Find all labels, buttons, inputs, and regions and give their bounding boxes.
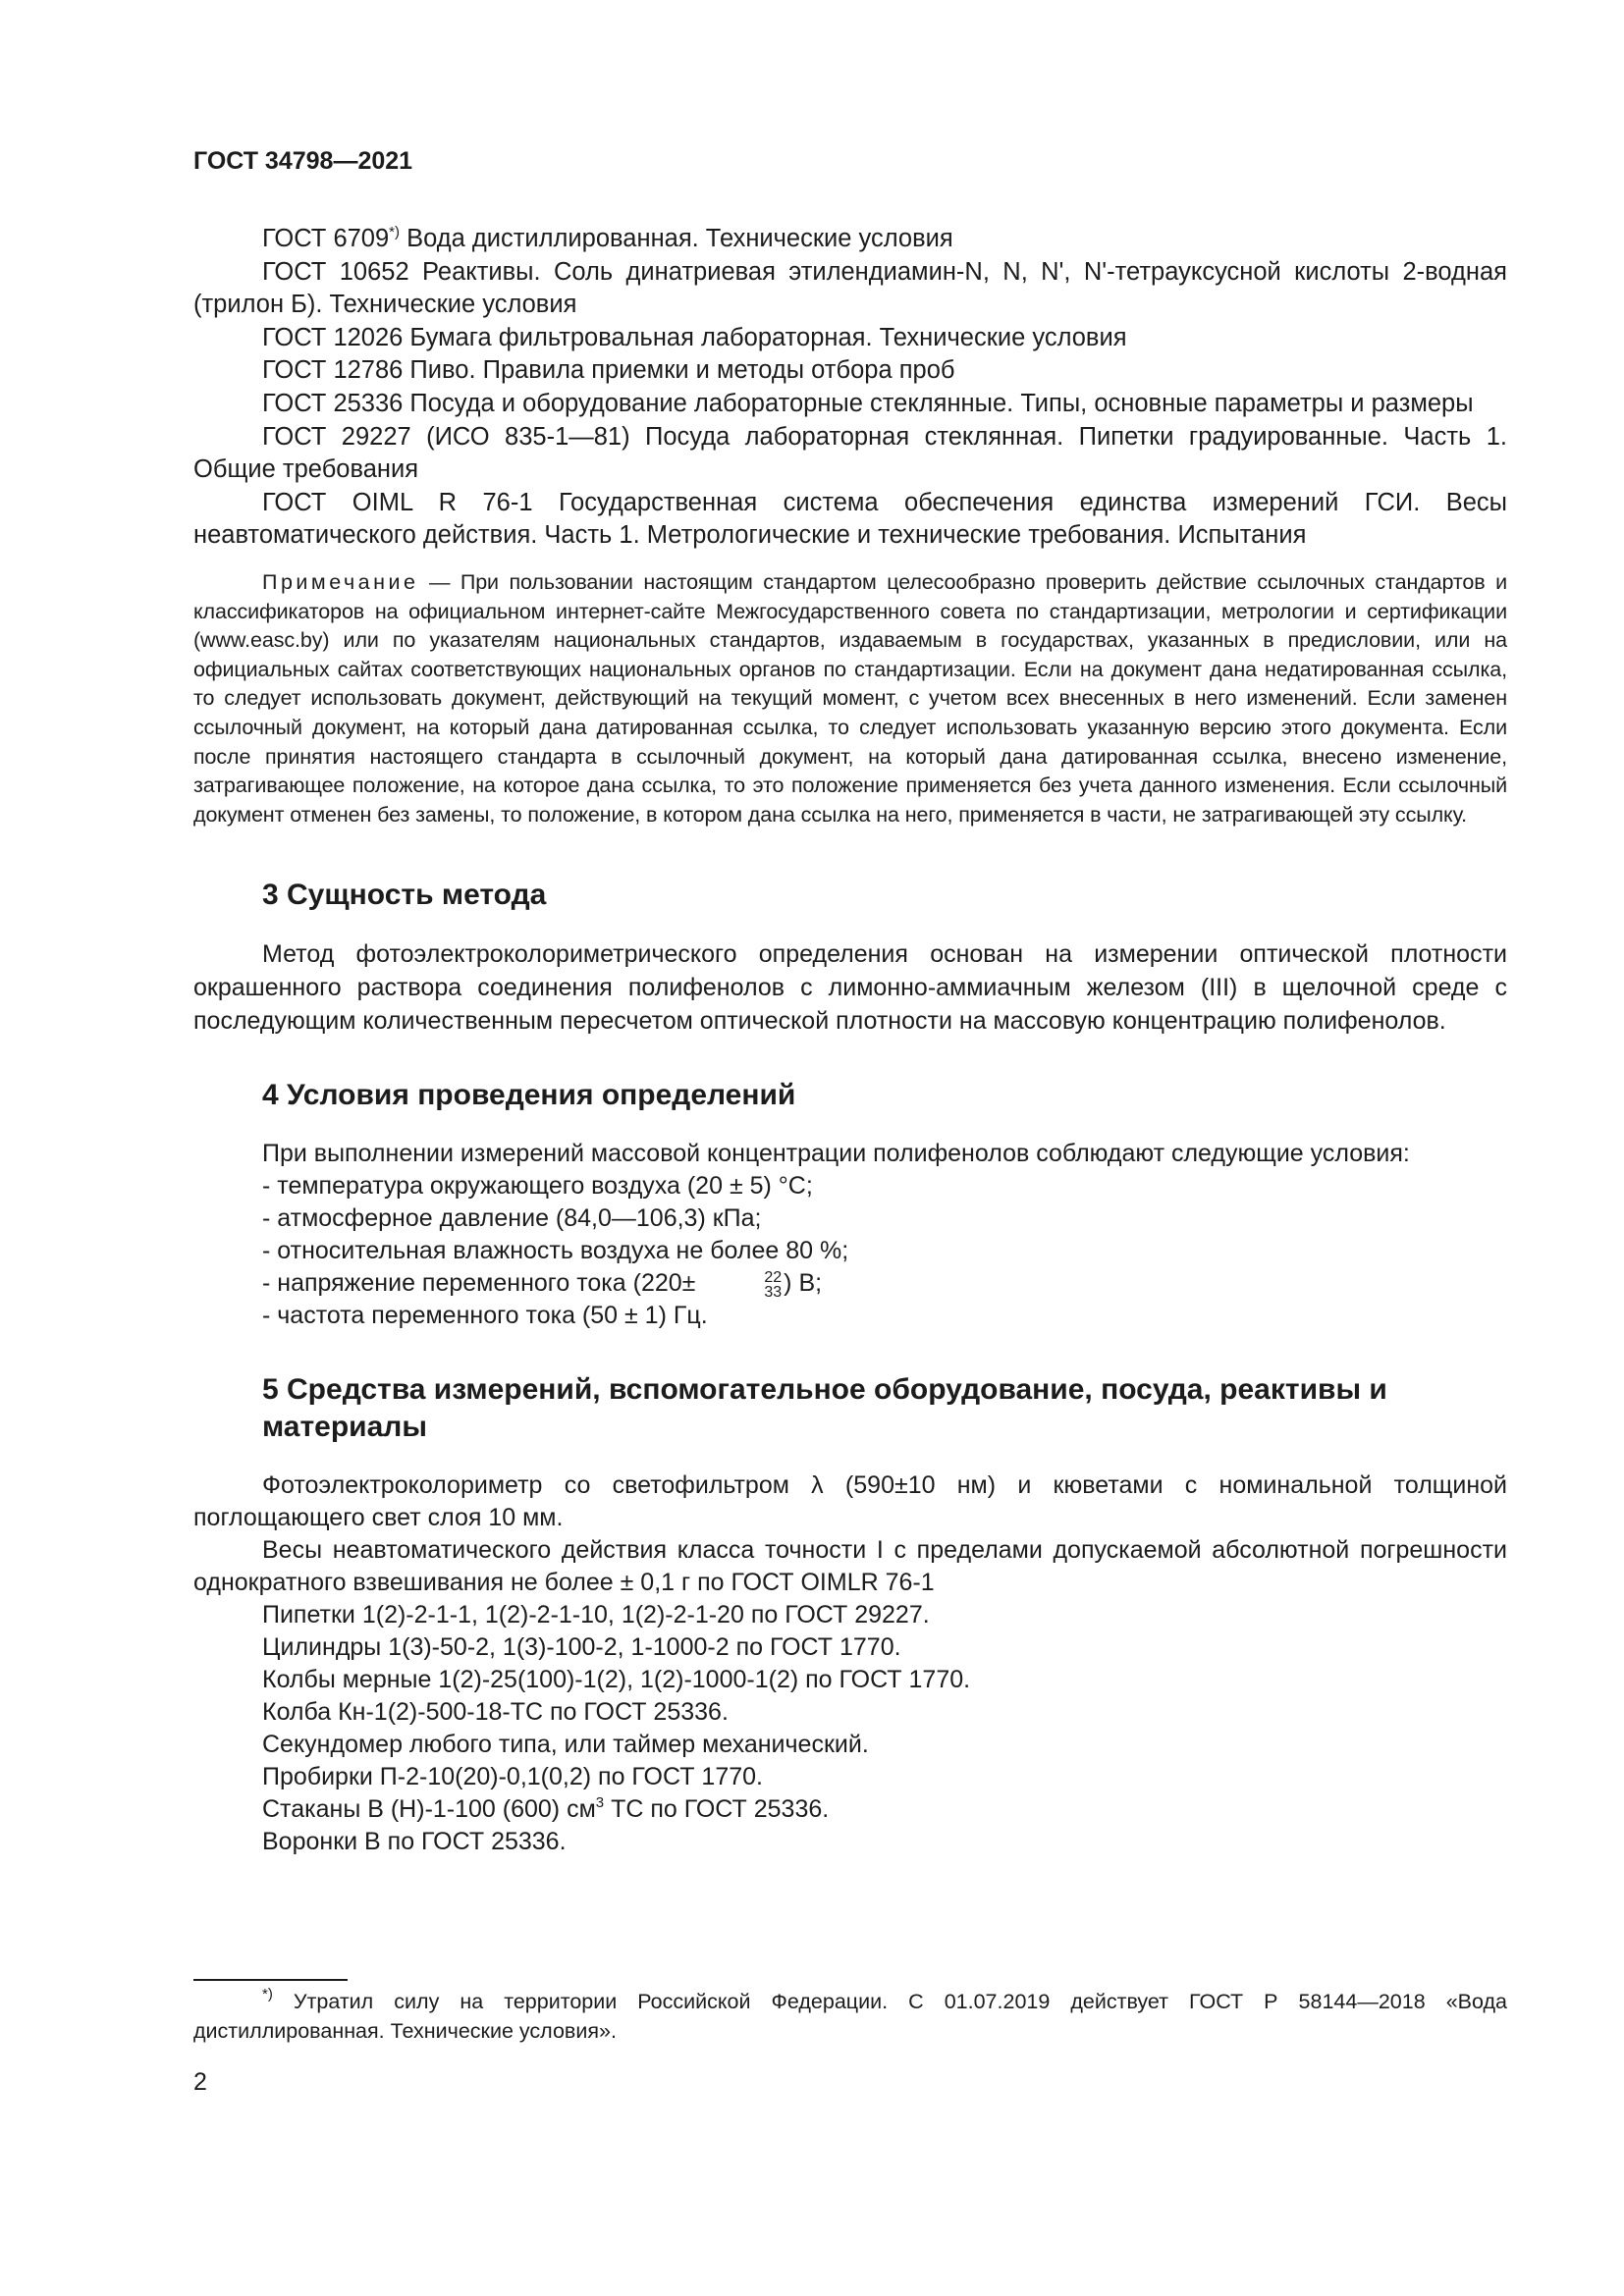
equipment-paragraph: Фотоэлектроколориметр со светофильтром λ (590±10 нм) и кюветами с номинальной толщиной поглощающего свет слоя 10 мм. <box>193 1471 1507 1532</box>
reference-text: Вода дистиллированная. Технические условия <box>400 225 953 252</box>
equipment-list <box>193 1469 1507 1858</box>
page-number: 2 <box>193 2068 207 2096</box>
footnote-marker: *) <box>262 1986 273 2002</box>
reference-item: ГОСТ OIML R 76-1 Государственная система обеспечения единства измерений ГСИ. Весы неавтоматического действия. Часть 1. Метрологические и технические требования. Испытания <box>193 488 1507 550</box>
condition-item: - относительная влажность воздуха не более 80 %; <box>262 1237 849 1265</box>
equipment-item: Пробирки П-2-10(20)-0,1(0,2) по ГОСТ 1770. <box>262 1763 763 1791</box>
section-4-heading: 4 Условия проведения определений <box>262 1079 796 1112</box>
reference-code: ГОСТ 6709 <box>262 225 390 252</box>
reference-item: ГОСТ 10652 Реактивы. Соль динатриевая этилендиамин-N, N, N', N'-тетрауксусной кислоты 2-водная (трилон Б). Технические условия <box>193 257 1507 319</box>
footnote-body: Утратил силу на территории Российской Федерации. С 01.07.2019 действует ГОСТ Р 58144—2018 «Вода дистиллированная. Технические условия». <box>193 1990 1507 2043</box>
conditions-list <box>193 1138 1507 1332</box>
voltage-prefix: - напряжение переменного тока (220± <box>262 1269 696 1298</box>
footnote-divider <box>193 1979 348 1981</box>
conditions-intro: При выполнении измерений массовой концентрации полифенолов соблюдают следующие условия: <box>262 1140 1410 1168</box>
beakers-prefix: Стаканы В (Н)-1-100 (600) см <box>262 1795 596 1824</box>
equipment-paragraph: Весы неавтоматического действия класса точности I с пределами допускаемой абсолютной погрешности однократного взвешивания не более ± 0,1 г по ГОСТ OIMLR 76-1 <box>193 1536 1507 1597</box>
footnote-text <box>193 1987 1507 2046</box>
reference-item: ГОСТ 12786 Пиво. Правила приемки и методы отбора проб <box>262 356 955 385</box>
reference-item <box>193 223 1507 256</box>
document-header: ГОСТ 34798—2021 <box>193 147 413 175</box>
equipment-item: Секундомер любого типа, или таймер механический. <box>262 1731 869 1759</box>
equipment-item: Цилиндры 1(3)-50-2, 1(3)-100-2, 1-1000-2 по ГОСТ 1770. <box>262 1633 901 1662</box>
condition-item: - температура окружающего воздуха (20 ± 5) °С; <box>262 1172 813 1201</box>
footnote-marker: *) <box>389 224 401 240</box>
equipment-item: Воронки В по ГОСТ 25336. <box>262 1828 567 1856</box>
main-content <box>193 223 1507 1858</box>
section-5-heading: 5 Средства измерений, вспомогательное оборудование, посуда, реактивы и материалы <box>262 1373 1387 1444</box>
condition-item: - атмосферное давление (84,0—106,3) кПа; <box>262 1204 762 1233</box>
condition-item: - частота переменного тока (50 ± 1) Гц. <box>262 1302 708 1330</box>
equipment-item-beakers <box>193 1793 1507 1826</box>
voltage-tolerance <box>695 1270 782 1300</box>
reference-item: ГОСТ 29227 (ИСО 835-1—81) Посуда лабораторная стеклянная. Пипетки градуированные. Часть 1. Общие требования <box>193 422 1507 484</box>
equipment-item: Пипетки 1(2)-2-1-1, 1(2)-2-1-10, 1(2)-2-1-20 по ГОСТ 29227. <box>262 1601 930 1629</box>
note-text: — При пользовании настоящим стандартом целесообразно проверить действие ссылочных стандартов и классификаторов на официальном интернет-сайте Межгосударственного совета по стандартизации, метрологии и сертификации (www.easc.by) или по указателям национальных стандартов, издаваемым в государствах, указанных в предисловии, или на официальных сайтах соответствующих национальных органов по стандартизации. Если на документ дана недатированная ссылка, то следует использовать документ, действующий на текущий момент, с учетом всех внесенных в него изменений. Если заменен ссылочный документ, на который дана датированная ссылка, то следует использовать указанную версию этого документа. Если после принятия настоящего стандарта в ссылочный документ, на который дана датированная ссылка, внесено изменение, затрагивающее положение, на которое дана ссылка, то это положение применяется без учета данного изменения. Если ссылочный документ отменен без замены, то положение, в котором дана ссылка на него, применяется в части, не затрагивающей эту ссылку. <box>193 569 1507 827</box>
note-label: Примечание <box>262 569 419 594</box>
equipment-item: Колба Кн-1(2)-500-18-ТС по ГОСТ 25336. <box>262 1698 729 1727</box>
cubic-exponent: 3 <box>595 1794 605 1812</box>
reference-item: ГОСТ 12026 Бумага фильтровальная лабораторная. Технические условия <box>262 323 1127 351</box>
reference-item: ГОСТ 25336 Посуда и оборудование лабораторные стеклянные. Типы, основные параметры и размеры <box>262 389 1474 417</box>
condition-item-voltage <box>193 1267 1507 1300</box>
beakers-suffix: ТС по ГОСТ 25336. <box>604 1795 830 1824</box>
normative-references <box>193 223 1507 553</box>
note-block <box>193 568 1507 829</box>
section-3-heading: 3 Сущность метода <box>262 879 547 912</box>
note-paragraph <box>193 568 1507 829</box>
voltage-tolerance-lower: 33 <box>764 1284 783 1302</box>
voltage-tolerance-upper: 22 <box>764 1269 783 1287</box>
voltage-suffix: ) В; <box>784 1269 823 1298</box>
section-3-body: Метод фотоэлектроколориметрического определения основан на измерении оптической плотности окрашенного раствора соединения полифенолов с лимонно-аммиачным железом (III) в щелочной среде с последующим количественным пересчетом оптической плотности на массовую концентрацию полифенолов. <box>193 940 1507 1036</box>
footnote <box>193 1987 1507 2046</box>
equipment-item: Колбы мерные 1(2)-25(100)-1(2), 1(2)-1000-1(2) по ГОСТ 1770. <box>262 1666 971 1694</box>
